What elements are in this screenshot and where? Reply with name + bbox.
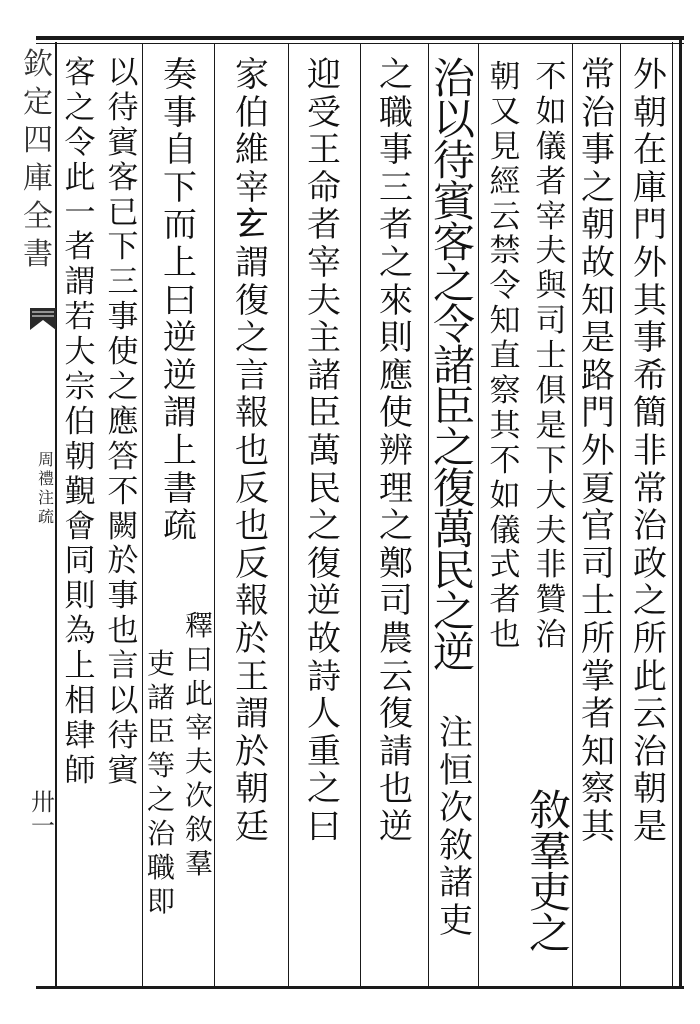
text-char: 外: [633, 242, 667, 283]
text-char: 夫: [184, 745, 213, 778]
text-char: 伯: [64, 403, 96, 440]
text-char: 若: [64, 299, 96, 336]
text-char: 臣: [432, 382, 475, 431]
gutter-title: [20, 47, 56, 278]
text-char: 民: [307, 468, 341, 509]
text-char: 復: [432, 464, 475, 513]
text-char: 於: [107, 543, 139, 580]
text-char: 之: [432, 587, 475, 636]
text-char: 為: [64, 613, 96, 650]
text-char: 知: [581, 280, 615, 321]
text-char: 使: [107, 334, 139, 371]
text-char: 次: [439, 788, 473, 829]
gutter-page-char: 卅: [31, 788, 55, 816]
text-char: 官: [581, 506, 615, 547]
text-char: 士: [581, 581, 615, 622]
text-char: 則: [64, 578, 96, 615]
text-char: 宰: [307, 242, 341, 283]
text-char: 辨: [379, 430, 413, 471]
text-char: 客: [107, 159, 139, 196]
text-char: 奏: [163, 55, 197, 95]
text-char: 𤣥: [235, 205, 269, 246]
text-column-3-heading: [528, 786, 572, 958]
fish-tail-ornament: [28, 304, 58, 334]
text-char: 其: [581, 806, 615, 847]
text-char: 在: [633, 130, 667, 171]
text-char: 之: [528, 909, 571, 958]
text-char: 又: [489, 93, 521, 130]
text-column-11: [60, 55, 100, 791]
text-char: 言: [107, 648, 139, 685]
text-char: 俱: [535, 373, 567, 410]
text-char: 逆: [163, 355, 197, 396]
text-char: 復: [307, 543, 341, 584]
text-char: 大: [64, 334, 96, 371]
column-divider: [288, 44, 289, 986]
text-column-9-note: [182, 609, 216, 884]
text-char: 疏: [163, 506, 197, 547]
text-char: 庫: [633, 167, 667, 208]
text-char: 朝: [581, 205, 615, 246]
text-char: 萬: [307, 430, 341, 471]
text-char: 與: [535, 268, 567, 305]
text-char: 事: [107, 578, 139, 615]
text-char: 敘: [184, 813, 213, 846]
text-char: 詩: [307, 656, 341, 697]
text-char: 謂: [64, 264, 96, 301]
text-char: 朝: [235, 769, 269, 810]
text-char: 式: [489, 547, 521, 584]
text-char: 者: [489, 582, 521, 619]
text-char: 之: [379, 242, 413, 283]
text-char: 事: [633, 318, 667, 359]
text-char: 之: [107, 369, 139, 406]
text-char: 以: [432, 95, 475, 144]
text-char: 民: [432, 546, 475, 595]
text-char: 鄭: [379, 543, 413, 584]
text-char: 司: [535, 303, 567, 340]
text-char: 會: [64, 508, 96, 545]
text-char: 治: [535, 617, 567, 654]
text-char: 者: [379, 205, 413, 246]
text-char: 是: [581, 318, 615, 359]
right-border: [679, 36, 682, 989]
text-char: 外: [633, 55, 667, 95]
text-char: 客: [64, 55, 96, 91]
bottom-border: [36, 986, 684, 989]
text-char: 臣: [307, 393, 341, 434]
text-char: 如: [535, 93, 567, 130]
text-char: 夫: [535, 512, 567, 549]
text-char: 也: [235, 506, 269, 547]
text-char: 受: [307, 92, 341, 133]
text-char: 不: [535, 59, 567, 95]
text-char: 也: [379, 769, 413, 810]
text-char: 門: [633, 205, 667, 246]
text-char: 者: [64, 229, 96, 266]
text-char: 直: [489, 338, 521, 375]
text-char: 客: [432, 218, 475, 267]
text-char: 之: [307, 506, 341, 547]
text-char: 萬: [432, 505, 475, 554]
text-char: 重: [307, 731, 341, 772]
gutter-page-char: 一: [31, 812, 55, 840]
text-char: 命: [307, 167, 341, 208]
gutter-title-char: 四: [23, 123, 53, 158]
text-char: 云: [489, 198, 521, 235]
text-char: 使: [379, 393, 413, 434]
text-char: 相: [64, 683, 96, 720]
text-char: 反: [235, 543, 269, 584]
text-char: 治: [432, 54, 475, 103]
text-char: 吏: [528, 868, 571, 917]
text-char: 賓: [107, 124, 139, 161]
text-char: 其: [489, 407, 521, 444]
text-char: 察: [489, 373, 521, 410]
text-char: 不: [107, 473, 139, 510]
text-char: 肆: [64, 717, 96, 754]
text-char: 是: [633, 806, 667, 847]
text-char: 應: [107, 403, 139, 440]
text-char: 宰: [535, 198, 567, 235]
text-char: 報: [235, 393, 269, 434]
text-char: 已: [107, 194, 139, 231]
text-char: 職: [146, 851, 175, 884]
text-char: 同: [64, 543, 96, 580]
column-divider: [142, 44, 143, 986]
text-char: 以: [107, 55, 139, 91]
text-column-8: [228, 55, 276, 847]
gutter-page-number: [30, 790, 56, 838]
text-char: 諸: [146, 681, 175, 714]
gutter-book-char: 注: [37, 488, 54, 507]
text-char: 士: [535, 338, 567, 375]
text-char: 非: [535, 547, 567, 584]
text-char: 大: [535, 477, 567, 514]
text-char: 羣: [184, 847, 213, 880]
text-char: 政: [633, 543, 667, 584]
text-column-9: [156, 55, 204, 547]
text-char: 報: [235, 581, 269, 622]
text-char: 之: [432, 259, 475, 308]
text-char: 治: [146, 817, 175, 850]
text-char: 朝: [633, 769, 667, 810]
text-char: 下: [107, 229, 139, 266]
column-divider: [428, 44, 429, 986]
text-char: 上: [64, 648, 96, 685]
text-char: 之: [581, 167, 615, 208]
text-char: 逆: [379, 806, 413, 847]
text-char: 夫: [535, 233, 567, 270]
text-char: 廷: [235, 806, 269, 847]
text-char: 師: [64, 752, 96, 789]
text-char: 維: [235, 130, 269, 171]
text-char: 迎: [307, 55, 341, 95]
text-char: 所: [633, 618, 667, 659]
text-char: 恒: [439, 750, 473, 791]
text-char: 知: [489, 303, 521, 340]
text-char: 之: [307, 769, 341, 810]
text-char: 司: [581, 543, 615, 584]
text-char: 農: [379, 618, 413, 659]
text-char: 事: [107, 299, 139, 336]
text-char: 諸: [307, 355, 341, 396]
text-char: 司: [379, 581, 413, 622]
text-char: 謂: [235, 694, 269, 735]
text-char: 常: [633, 468, 667, 509]
text-char: 宗: [64, 369, 96, 406]
text-char: 如: [489, 477, 521, 514]
text-char: 此: [633, 656, 667, 697]
text-char: 非: [633, 430, 667, 471]
text-char: 即: [146, 885, 175, 918]
text-column-10-note: [144, 647, 178, 922]
text-char: 賓: [432, 177, 475, 226]
text-char: 宰: [184, 711, 213, 744]
text-char: 所: [581, 618, 615, 659]
text-char: 儀: [489, 512, 521, 549]
text-char: 言: [235, 355, 269, 396]
text-column-3: [530, 59, 572, 655]
text-char: 之: [379, 506, 413, 547]
text-char: 待: [107, 717, 139, 754]
text-char: 請: [379, 731, 413, 772]
text-char: 贊: [535, 582, 567, 619]
text-char: 不: [489, 442, 521, 479]
text-char: 伯: [235, 92, 269, 133]
text-char: 復: [235, 280, 269, 321]
text-column-4: [484, 59, 526, 655]
text-char: 之: [64, 89, 96, 126]
gutter-book-char: 禮: [37, 469, 54, 488]
text-char: 曰: [184, 643, 213, 676]
text-char: 察: [581, 769, 615, 810]
text-char: 治: [633, 731, 667, 772]
text-char: 職: [379, 92, 413, 133]
text-char: 下: [163, 167, 197, 208]
text-char: 見: [489, 128, 521, 165]
text-char: 逆: [432, 628, 475, 677]
gutter-title-char: 書: [23, 237, 53, 272]
text-char: 王: [235, 656, 269, 697]
text-char: 門: [581, 393, 615, 434]
text-char: 下: [535, 442, 567, 479]
text-char: 逆: [163, 318, 197, 359]
text-char: 逆: [307, 581, 341, 622]
gutter-book-char: 疏: [37, 507, 54, 526]
text-char: 上: [163, 242, 197, 283]
right-border-inner: [672, 42, 673, 987]
text-char: 等: [146, 749, 175, 782]
text-char: 是: [535, 407, 567, 444]
text-char: 書: [163, 468, 197, 509]
text-char: 者: [307, 205, 341, 246]
text-char: 而: [163, 205, 197, 246]
text-char: 知: [581, 731, 615, 772]
text-char: 朝: [64, 438, 96, 475]
text-char: 上: [163, 430, 197, 471]
text-char: 復: [379, 694, 413, 735]
text-char: 三: [107, 264, 139, 301]
text-char: 敘: [528, 786, 571, 835]
text-column-5-heading: [430, 54, 478, 677]
text-column-6: [372, 55, 420, 847]
text-char: 吏: [439, 900, 473, 941]
text-char: 答: [107, 438, 139, 475]
text-char: 反: [235, 468, 269, 509]
text-column-7: [300, 55, 348, 847]
text-char: 賓: [107, 752, 139, 789]
text-column-10: [104, 55, 142, 791]
text-char: 此: [184, 677, 213, 710]
text-column-1: [628, 55, 672, 847]
text-char: 人: [307, 694, 341, 735]
text-char: 云: [379, 656, 413, 697]
text-char: 事: [379, 130, 413, 171]
column-divider: [360, 44, 361, 986]
text-char: 待: [107, 89, 139, 126]
text-column-2: [576, 55, 620, 847]
column-divider: [620, 44, 621, 986]
text-char: 故: [307, 618, 341, 659]
text-char: 自: [163, 130, 197, 171]
text-char: 也: [235, 430, 269, 471]
text-char: 也: [107, 613, 139, 650]
text-char: 於: [235, 618, 269, 659]
text-char: 謂: [235, 242, 269, 283]
text-char: 於: [235, 731, 269, 772]
text-char: 諸: [432, 341, 475, 390]
text-char: 敘: [439, 825, 473, 866]
gutter-book-title: [36, 452, 56, 528]
text-char: 之: [432, 423, 475, 472]
text-char: 夫: [307, 280, 341, 321]
text-char: 之: [235, 318, 269, 359]
gutter-title-char: 全: [23, 199, 53, 234]
gutter-title-char: 庫: [23, 161, 53, 196]
text-char: 待: [432, 136, 475, 185]
text-char: 則: [379, 318, 413, 359]
text-char: 以: [107, 683, 139, 720]
text-char: 其: [633, 280, 667, 321]
text-char: 令: [489, 268, 521, 305]
text-char: 儀: [535, 128, 567, 165]
text-char: 一: [64, 194, 96, 231]
text-char: 之: [633, 581, 667, 622]
text-char: 朝: [489, 59, 521, 95]
text-char: 路: [581, 355, 615, 396]
text-char: 宰: [235, 167, 269, 208]
text-char: 此: [64, 159, 96, 196]
top-border: [36, 36, 684, 40]
text-char: 希: [633, 355, 667, 396]
text-char: 家: [235, 55, 269, 95]
text-char: 羣: [528, 827, 571, 876]
text-char: 常: [581, 55, 615, 95]
text-char: 主: [307, 318, 341, 359]
text-char: 朝: [633, 92, 667, 133]
text-char: 理: [379, 468, 413, 509]
gutter-book-char: 周: [37, 450, 54, 469]
text-char: 夏: [581, 468, 615, 509]
text-char: 之: [379, 55, 413, 95]
text-char: 令: [64, 124, 96, 161]
text-char: 謂: [163, 393, 197, 434]
gutter-title-char: 欽: [23, 47, 53, 82]
text-char: 云: [633, 694, 667, 735]
text-char: 者: [535, 163, 567, 200]
text-char: 經: [489, 163, 521, 200]
text-char: 者: [581, 694, 615, 735]
column-divider: [478, 44, 479, 986]
text-char: 事: [581, 130, 615, 171]
column-divider: [572, 44, 573, 986]
text-char: 三: [379, 167, 413, 208]
text-column-5-note: [434, 713, 478, 942]
text-char: 臣: [146, 715, 175, 748]
text-char: 吏: [146, 647, 175, 680]
text-char: 事: [163, 92, 197, 133]
text-char: 外: [581, 430, 615, 471]
text-char: 簡: [633, 393, 667, 434]
text-char: 治: [633, 506, 667, 547]
text-char: 曰: [163, 280, 197, 321]
text-char: 治: [581, 92, 615, 133]
text-char: 應: [379, 355, 413, 396]
text-char: 故: [581, 242, 615, 283]
text-char: 覲: [64, 473, 96, 510]
text-char: 掌: [581, 656, 615, 697]
text-char: 釋: [184, 609, 213, 642]
text-char: 之: [146, 783, 175, 816]
text-char: 來: [379, 280, 413, 321]
text-char: 也: [489, 617, 521, 654]
text-char: 諸: [439, 863, 473, 904]
text-char: 禁: [489, 233, 521, 270]
text-char: 王: [307, 130, 341, 171]
text-char: 曰: [307, 806, 341, 847]
text-char: 令: [432, 300, 475, 349]
text-char: 注: [439, 713, 473, 753]
text-char: 次: [184, 779, 213, 812]
gutter-title-char: 定: [23, 85, 53, 120]
text-char: 闕: [107, 508, 139, 545]
